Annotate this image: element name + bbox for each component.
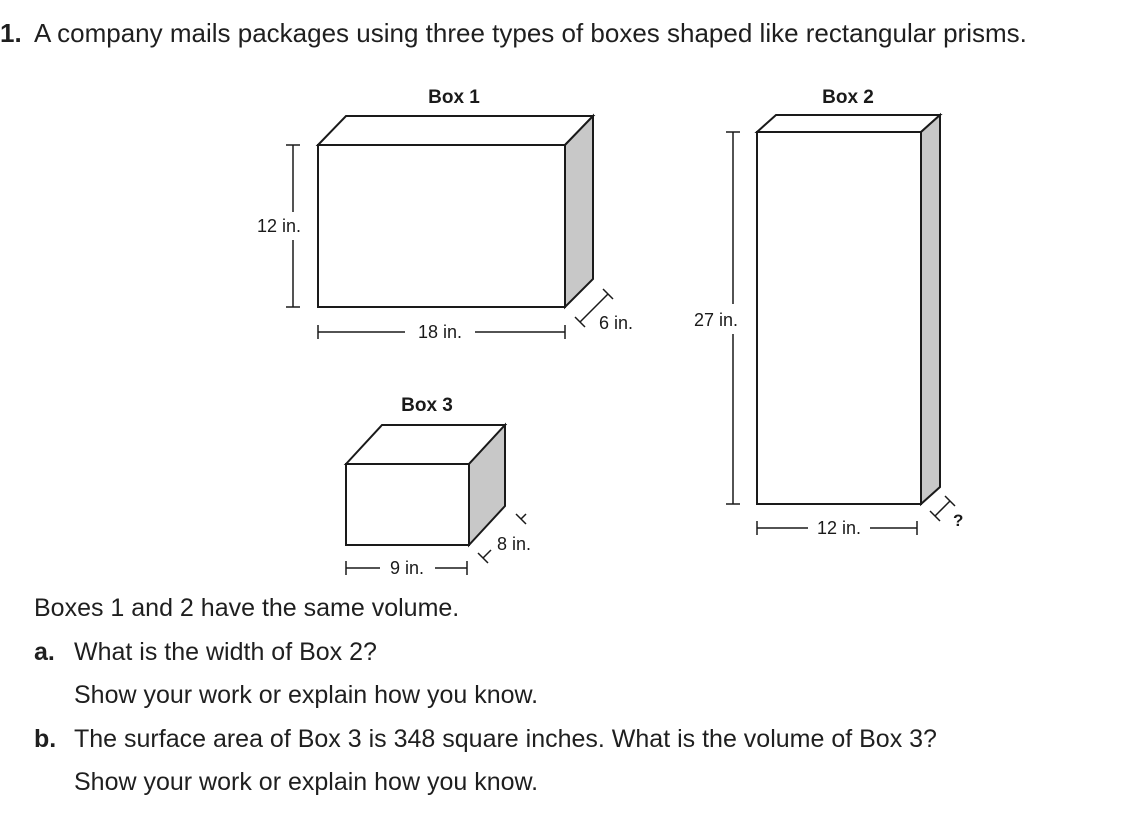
box-1-prism bbox=[318, 116, 593, 307]
problem-number: 1. bbox=[0, 18, 22, 48]
box-2-title: Box 2 bbox=[822, 87, 874, 108]
box-3-length-label: 9 in. bbox=[389, 558, 425, 578]
box-2-depth-label: ? bbox=[953, 511, 964, 530]
box-3-prism bbox=[346, 425, 505, 545]
part-b-question: The surface area of Box 3 is 348 square inches. What is the volume of Box 3? bbox=[74, 725, 937, 753]
box-1-depth-label: 6 in. bbox=[599, 313, 634, 333]
part-b-instruction: Show your work or explain how you know. bbox=[74, 768, 539, 796]
part-a-label: a. bbox=[34, 638, 55, 666]
box-2-prism bbox=[757, 115, 940, 504]
box-3-title: Box 3 bbox=[401, 395, 453, 416]
part-a-question: What is the width of Box 2? bbox=[74, 638, 377, 666]
box-2-length-label: 12 in. bbox=[816, 518, 862, 538]
part-b-label: b. bbox=[34, 725, 57, 753]
box-3-depth-label: 8 in. bbox=[497, 534, 532, 554]
box-1-length-label: 18 in. bbox=[417, 322, 463, 342]
part-a-instruction: Show your work or explain how you know. bbox=[74, 681, 539, 709]
box-2-height-label: 27 in. bbox=[693, 310, 739, 330]
box-2-depth-dimension bbox=[930, 496, 955, 521]
given-statement: Boxes 1 and 2 have the same volume. bbox=[34, 594, 460, 622]
problem-intro: A company mails packages using three types of boxes shaped like rectangular prisms. bbox=[34, 18, 1027, 48]
box-1-title: Box 1 bbox=[428, 87, 480, 108]
box-1-height-label: 12 in. bbox=[256, 216, 302, 236]
